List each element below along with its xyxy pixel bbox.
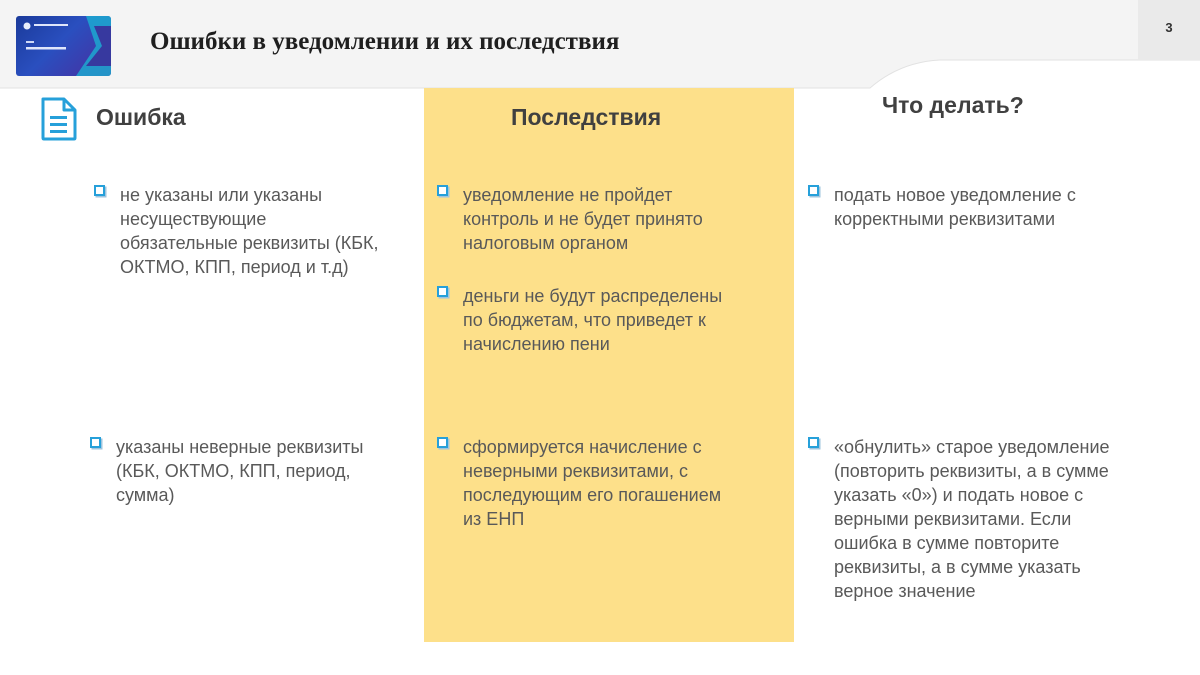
consequence-item xyxy=(437,284,787,356)
error-item-text: не указаны или указаны несуществующие обязательные реквизиты (КБК, ОКТМО, КПП, период и т.д) xyxy=(120,185,379,277)
todo-item-text: «обнулить» старое уведомление (повторить реквизиты, а в сумме указать «0») и подать новое с верными реквизитами. Если ошибка в сумме повторите реквизиты, а в сумме указать верное значение xyxy=(834,437,1110,601)
error-item xyxy=(94,183,414,279)
heading-what-to-do: Что делать? xyxy=(882,92,1024,118)
checkbox-square-icon xyxy=(437,286,448,297)
todo-item xyxy=(808,435,1178,603)
consequence-item xyxy=(437,435,787,531)
heading-error: Ошибка xyxy=(96,104,186,130)
heading-consequences: Последствия xyxy=(511,104,662,130)
checkbox-square-icon xyxy=(437,437,448,448)
checkbox-square-icon xyxy=(808,437,819,448)
tax-service-card-logo xyxy=(16,16,111,76)
todo-item xyxy=(808,183,1178,231)
todo-item-text: подать новое уведомление с корректными реквизитами xyxy=(834,185,1076,229)
checkbox-square-icon xyxy=(437,185,448,196)
checkbox-square-icon xyxy=(90,437,101,448)
error-item-text: указаны неверные реквизиты (КБК, ОКТМО, КПП, период, сумма) xyxy=(116,437,364,505)
document-icon xyxy=(40,96,78,142)
consequences-column-highlight xyxy=(424,88,794,642)
page-title: Ошибки в уведомлении и их последствия xyxy=(150,28,620,55)
checkbox-square-icon xyxy=(94,185,105,196)
consequence-item-text: сформируется начисление с неверными реквизитами, с последующим его погашением из ЕНП xyxy=(463,437,722,529)
checkbox-square-icon xyxy=(808,185,819,196)
error-item xyxy=(90,435,410,507)
page-number: 3 xyxy=(1165,20,1173,35)
consequence-item-text: уведомление не пройдет контроль и не будет принято налоговым органом xyxy=(463,185,703,253)
consequence-item-text: деньги не будут распределены по бюджетам, что приведет к начислению пени xyxy=(463,286,723,354)
consequence-item xyxy=(437,183,787,255)
